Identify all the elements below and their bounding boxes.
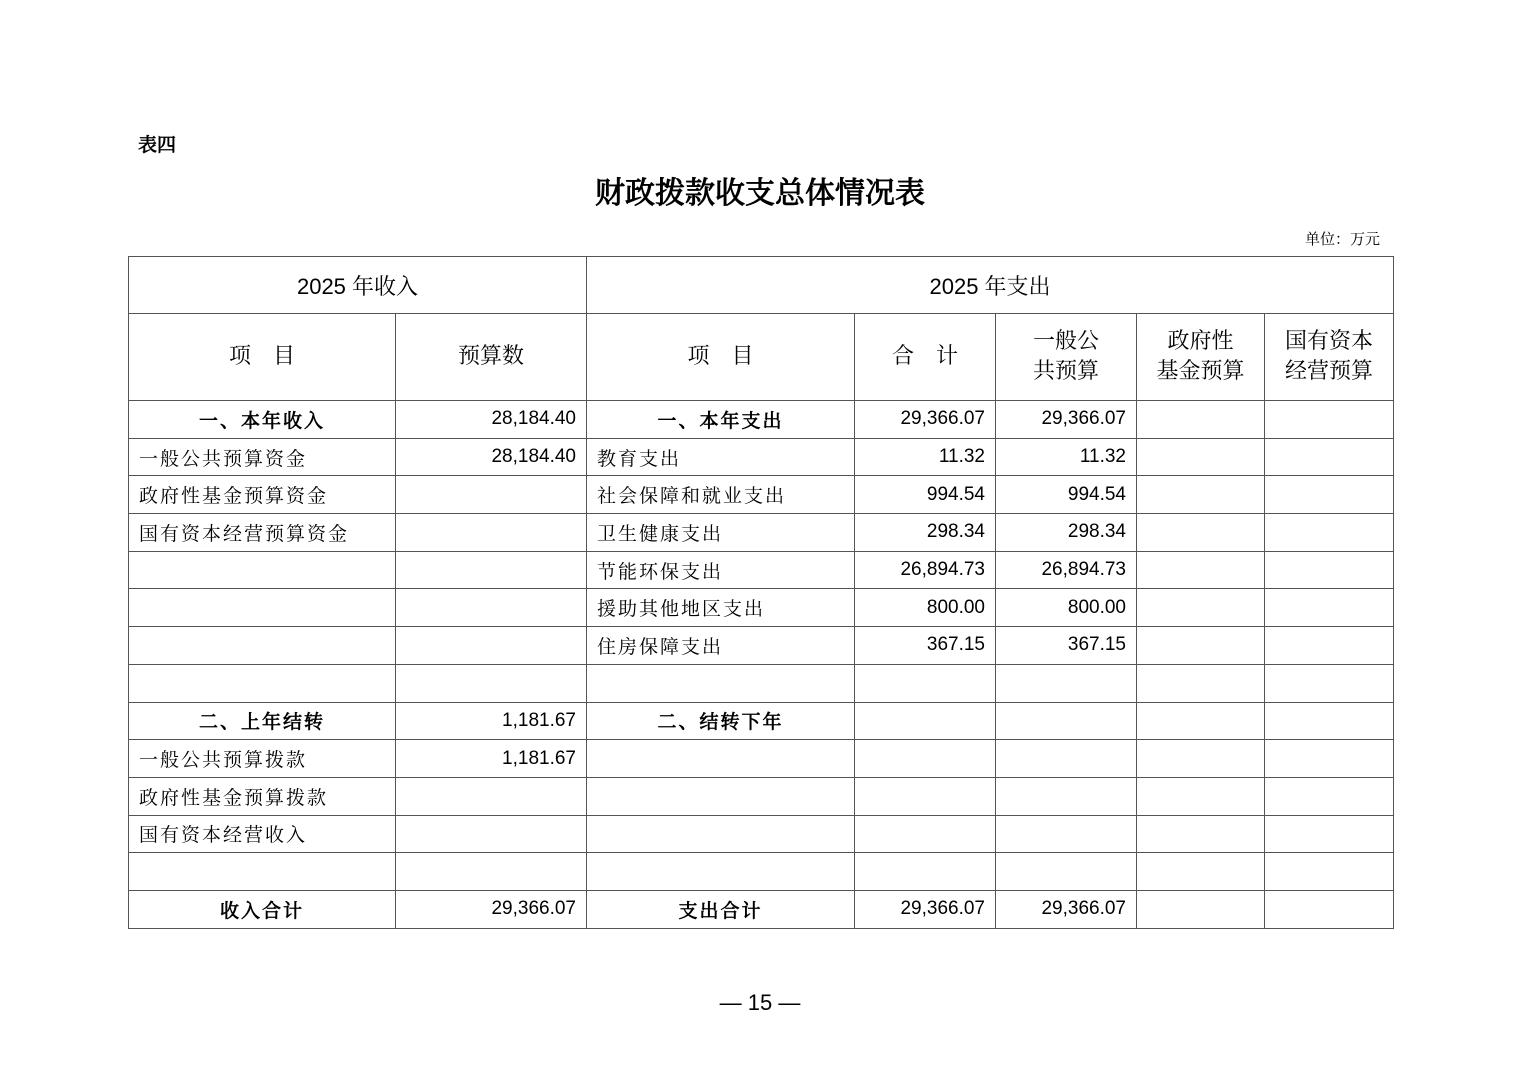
total-cell xyxy=(855,664,996,702)
page-number: — 15 — xyxy=(719,990,801,1015)
budget-header: 预算数 xyxy=(396,314,587,401)
finance-table xyxy=(128,256,1394,929)
general-budget-cell: 29,366.07 xyxy=(996,401,1137,439)
total-cell: 29,366.07 xyxy=(855,401,996,439)
state-capital-cell xyxy=(1265,664,1394,702)
income-item-cell: 政府性基金预算拨款 xyxy=(129,777,396,815)
table-row xyxy=(129,401,1394,439)
income-item-cell: 一般公共预算资金 xyxy=(129,438,396,476)
total-cell: 298.34 xyxy=(855,514,996,552)
income-item-cell: 一般公共预算拨款 xyxy=(129,740,396,778)
general-budget-cell xyxy=(996,740,1137,778)
column-header-row xyxy=(129,314,1394,401)
budget-cell xyxy=(396,777,587,815)
fund-budget-cell xyxy=(1137,853,1265,891)
total-header: 合 计 xyxy=(855,314,996,401)
expense-item-cell: 住房保障支出 xyxy=(587,627,855,665)
total-cell: 29,366.07 xyxy=(855,890,996,928)
income-item-cell: 国有资本经营预算资金 xyxy=(129,514,396,552)
table-row xyxy=(129,514,1394,552)
state-capital-header: 国有资本 经营预算 xyxy=(1265,314,1394,401)
expense-item-cell: 二、结转下年 xyxy=(587,702,855,740)
state-capital-cell xyxy=(1265,740,1394,778)
expense-item-cell xyxy=(587,664,855,702)
fund-budget-header: 政府性 基金预算 xyxy=(1137,314,1265,401)
state-capital-cell xyxy=(1265,815,1394,853)
budget-cell: 1,181.67 xyxy=(396,702,587,740)
fund-budget-cell xyxy=(1137,702,1265,740)
expense-item-cell: 节能环保支出 xyxy=(587,551,855,589)
expense-item-cell xyxy=(587,777,855,815)
fund-budget-cell xyxy=(1137,438,1265,476)
income-item-header: 项 目 xyxy=(129,314,396,401)
total-cell xyxy=(855,777,996,815)
state-capital-cell xyxy=(1265,438,1394,476)
budget-cell: 28,184.40 xyxy=(396,401,587,439)
fund-budget-cell xyxy=(1137,551,1265,589)
table-row xyxy=(129,890,1394,928)
income-item-cell: 二、上年结转 xyxy=(129,702,396,740)
total-cell: 26,894.73 xyxy=(855,551,996,589)
state-capital-cell xyxy=(1265,476,1394,514)
general-budget-cell: 298.34 xyxy=(996,514,1137,552)
state-capital-cell xyxy=(1265,401,1394,439)
state-capital-cell xyxy=(1265,890,1394,928)
general-budget-cell xyxy=(996,664,1137,702)
table-row xyxy=(129,438,1394,476)
total-cell: 800.00 xyxy=(855,589,996,627)
general-budget-header: 一般公 共预算 xyxy=(996,314,1137,401)
unit-label: 单位：万元 xyxy=(1304,230,1380,248)
budget-cell: 1,181.67 xyxy=(396,740,587,778)
fund-budget-cell xyxy=(1137,664,1265,702)
fund-budget-cell xyxy=(1137,777,1265,815)
expense-item-cell xyxy=(587,853,855,891)
fund-budget-cell xyxy=(1137,740,1265,778)
table-row xyxy=(129,589,1394,627)
total-cell xyxy=(855,853,996,891)
fund-budget-cell xyxy=(1137,514,1265,552)
general-budget-cell xyxy=(996,853,1137,891)
table-row xyxy=(129,702,1394,740)
expense-item-cell: 社会保障和就业支出 xyxy=(587,476,855,514)
general-budget-cell: 367.15 xyxy=(996,627,1137,665)
expense-group-header: 2025 年支出 xyxy=(587,257,1394,314)
table-row xyxy=(129,777,1394,815)
general-budget-cell: 800.00 xyxy=(996,589,1137,627)
table-row xyxy=(129,815,1394,853)
fund-budget-cell xyxy=(1137,401,1265,439)
income-item-cell xyxy=(129,853,396,891)
total-cell: 11.32 xyxy=(855,438,996,476)
budget-cell xyxy=(396,853,587,891)
state-capital-cell xyxy=(1265,702,1394,740)
budget-cell: 28,184.40 xyxy=(396,438,587,476)
expense-item-cell: 援助其他地区支出 xyxy=(587,589,855,627)
general-budget-cell: 11.32 xyxy=(996,438,1137,476)
state-capital-cell xyxy=(1265,853,1394,891)
fund-budget-cell xyxy=(1137,627,1265,665)
budget-cell xyxy=(396,664,587,702)
income-item-cell: 国有资本经营收入 xyxy=(129,815,396,853)
table-row xyxy=(129,664,1394,702)
total-cell xyxy=(855,740,996,778)
budget-cell xyxy=(396,589,587,627)
budget-cell xyxy=(396,815,587,853)
fund-budget-cell xyxy=(1137,589,1265,627)
total-cell: 994.54 xyxy=(855,476,996,514)
expense-item-cell: 教育支出 xyxy=(587,438,855,476)
table-label: 表四 xyxy=(138,134,177,156)
income-item-cell xyxy=(129,589,396,627)
state-capital-cell xyxy=(1265,514,1394,552)
table-row xyxy=(129,853,1394,891)
general-budget-cell xyxy=(996,777,1137,815)
income-item-cell xyxy=(129,664,396,702)
general-budget-cell xyxy=(996,815,1137,853)
expense-item-cell: 一、本年支出 xyxy=(587,401,855,439)
income-item-cell xyxy=(129,551,396,589)
income-item-cell: 收入合计 xyxy=(129,890,396,928)
state-capital-cell xyxy=(1265,627,1394,665)
table-row xyxy=(129,476,1394,514)
total-cell: 367.15 xyxy=(855,627,996,665)
fund-budget-cell xyxy=(1137,890,1265,928)
expense-item-cell xyxy=(587,740,855,778)
general-budget-cell: 29,366.07 xyxy=(996,890,1137,928)
income-item-cell xyxy=(129,627,396,665)
income-item-cell: 政府性基金预算资金 xyxy=(129,476,396,514)
table-row xyxy=(129,627,1394,665)
table-row xyxy=(129,740,1394,778)
expense-item-cell: 卫生健康支出 xyxy=(587,514,855,552)
budget-cell xyxy=(396,551,587,589)
expense-item-cell: 支出合计 xyxy=(587,890,855,928)
general-budget-cell: 994.54 xyxy=(996,476,1137,514)
expense-item-header: 项 目 xyxy=(587,314,855,401)
state-capital-cell xyxy=(1265,777,1394,815)
budget-cell xyxy=(396,476,587,514)
group-header-row xyxy=(129,257,1394,314)
table-row xyxy=(129,551,1394,589)
total-cell xyxy=(855,702,996,740)
state-capital-cell xyxy=(1265,551,1394,589)
state-capital-cell xyxy=(1265,589,1394,627)
general-budget-cell xyxy=(996,702,1137,740)
budget-cell xyxy=(396,627,587,665)
page-title: 财政拨款收支总体情况表 xyxy=(595,176,925,211)
budget-cell xyxy=(396,514,587,552)
fund-budget-cell xyxy=(1137,815,1265,853)
budget-cell: 29,366.07 xyxy=(396,890,587,928)
expense-item-cell xyxy=(587,815,855,853)
total-cell xyxy=(855,815,996,853)
income-group-header: 2025 年收入 xyxy=(129,257,587,314)
income-item-cell: 一、本年收入 xyxy=(129,401,396,439)
fund-budget-cell xyxy=(1137,476,1265,514)
general-budget-cell: 26,894.73 xyxy=(996,551,1137,589)
